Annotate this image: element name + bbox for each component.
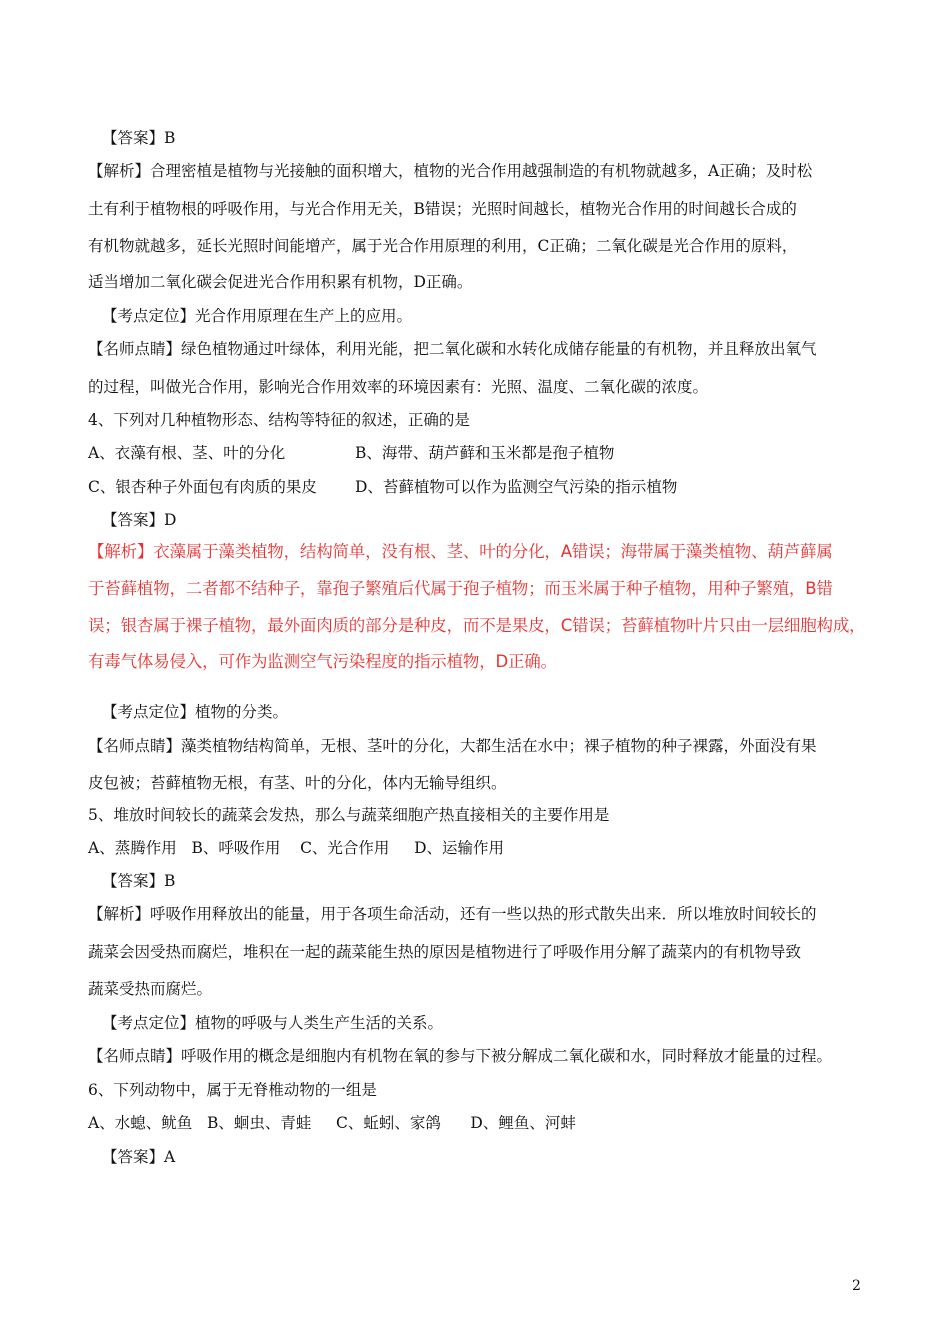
q3-analysis-line-1: 【解析】合理密植是植物与光接触的面积增大，植物的光合作用越强制造的有机物就越多，A正确；及时松 [88, 162, 813, 180]
q5-answer: 【答案】B [102, 872, 176, 890]
q5-analysis-line-2: 蔬菜会因受热而腐烂，堆积在一起的蔬菜能生热的原因是植物进行了呼吸作用分解了蔬菜内的有机物导致 [88, 943, 802, 961]
q4-tips-line-1: 【名师点睛】藻类植物结构简单，无根、茎叶的分化，大都生活在水中；裸子植物的种子裸露，外面没有果 [88, 737, 817, 755]
q5-analysis-line-3: 蔬菜受热而腐烂。 [88, 980, 213, 998]
q4-analysis-line-2: 于苔藓植物，二者都不结种子，靠孢子繁殖后代属于孢子植物；而玉米属于种子植物，用种子繁殖，B错 [88, 579, 833, 598]
q6-answer: 【答案】A [102, 1148, 176, 1166]
q4-exam-point: 【考点定位】植物的分类。 [102, 703, 289, 721]
q4-option-a: A、衣藻有根、茎、叶的分化 [88, 444, 286, 462]
q4-analysis-line-1: 【解析】衣藻属于藻类植物，结构简单，没有根、茎、叶的分化，A错误；海带属于藻类植物、葫芦藓属 [88, 542, 833, 561]
q5-stem: 5、堆放时间较长的蔬菜会发热，那么与蔬菜细胞产热直接相关的主要作用是 [88, 806, 610, 824]
q3-answer: 【答案】B [102, 129, 176, 147]
q3-exam-point: 【考点定位】光合作用原理在生产上的应用。 [102, 307, 413, 325]
q3-analysis-line-2: 土有利于植物根的呼吸作用，与光合作用无关，B错误；光照时间越长，植物光合作用的时间越长合成的 [88, 200, 797, 218]
q5-options: A、蒸腾作用 B、呼吸作用 C、光合作用 D、运输作用 [88, 839, 504, 857]
q4-answer: 【答案】D [102, 511, 177, 529]
q4-option-c: C、银杏种子外面包有肉质的果皮 [88, 478, 317, 496]
page-number: 2 [852, 1278, 861, 1294]
q3-analysis-line-3: 有机物就越多，延长光照时间能增产，属于光合作用原理的利用，C正确；二氧化碳是光合作用的原料， [88, 237, 798, 255]
q4-tips-line-2: 皮包被；苔藓植物无根，有茎、叶的分化，体内无输导组织。 [88, 774, 507, 792]
q5-tips-line-1: 【名师点睛】呼吸作用的概念是细胞内有机物在氧的参与下被分解成二氧化碳和水，同时释放才能量的过程。 [88, 1047, 833, 1065]
q4-stem: 4、下列对几种植物形态、结构等特征的叙述，正确的是 [88, 411, 470, 429]
q6-stem: 6、下列动物中，属于无脊椎动物的一组是 [88, 1081, 377, 1099]
q4-option-d: D、苔藓植物可以作为监测空气污染的指示植物 [355, 478, 678, 496]
q3-analysis-line-4: 适当增加二氧化碳会促进光合作用积累有机物，D正确。 [88, 273, 473, 291]
q4-analysis-line-3: 误；银杏属于裸子植物，最外面肉质的部分是种皮，而不是果皮，C错误；苔藓植物叶片只由一层细胞构成， [88, 616, 866, 635]
q5-analysis-line-1: 【解析】呼吸作用释放出的能量，用于各项生命活动，还有一些以热的形式散失出来．所以堆放时间较长的 [88, 905, 817, 923]
q4-analysis-line-4: 有毒气体易侵入，可作为监测空气污染程度的指示植物，D正确。 [88, 652, 557, 671]
q5-exam-point: 【考点定位】植物的呼吸与人类生产生活的关系。 [102, 1014, 444, 1032]
q4-option-b: B、海带、葫芦藓和玉米都是孢子植物 [355, 444, 615, 462]
q3-tips-line-2: 的过程，叫做光合作用，影响光合作用效率的环境因素有：光照、温度、二氧化碳的浓度。 [88, 378, 709, 396]
q6-options: A、水螅、鱿鱼 B、蛔虫、青蛙 C、蚯蚓、家鸽 D、鲤鱼、河蚌 [88, 1114, 576, 1132]
q3-tips-line-1: 【名师点睛】绿色植物通过叶绿体，利用光能，把二氧化碳和水转化成储存能量的有机物，并且释放出氧气 [88, 340, 817, 358]
